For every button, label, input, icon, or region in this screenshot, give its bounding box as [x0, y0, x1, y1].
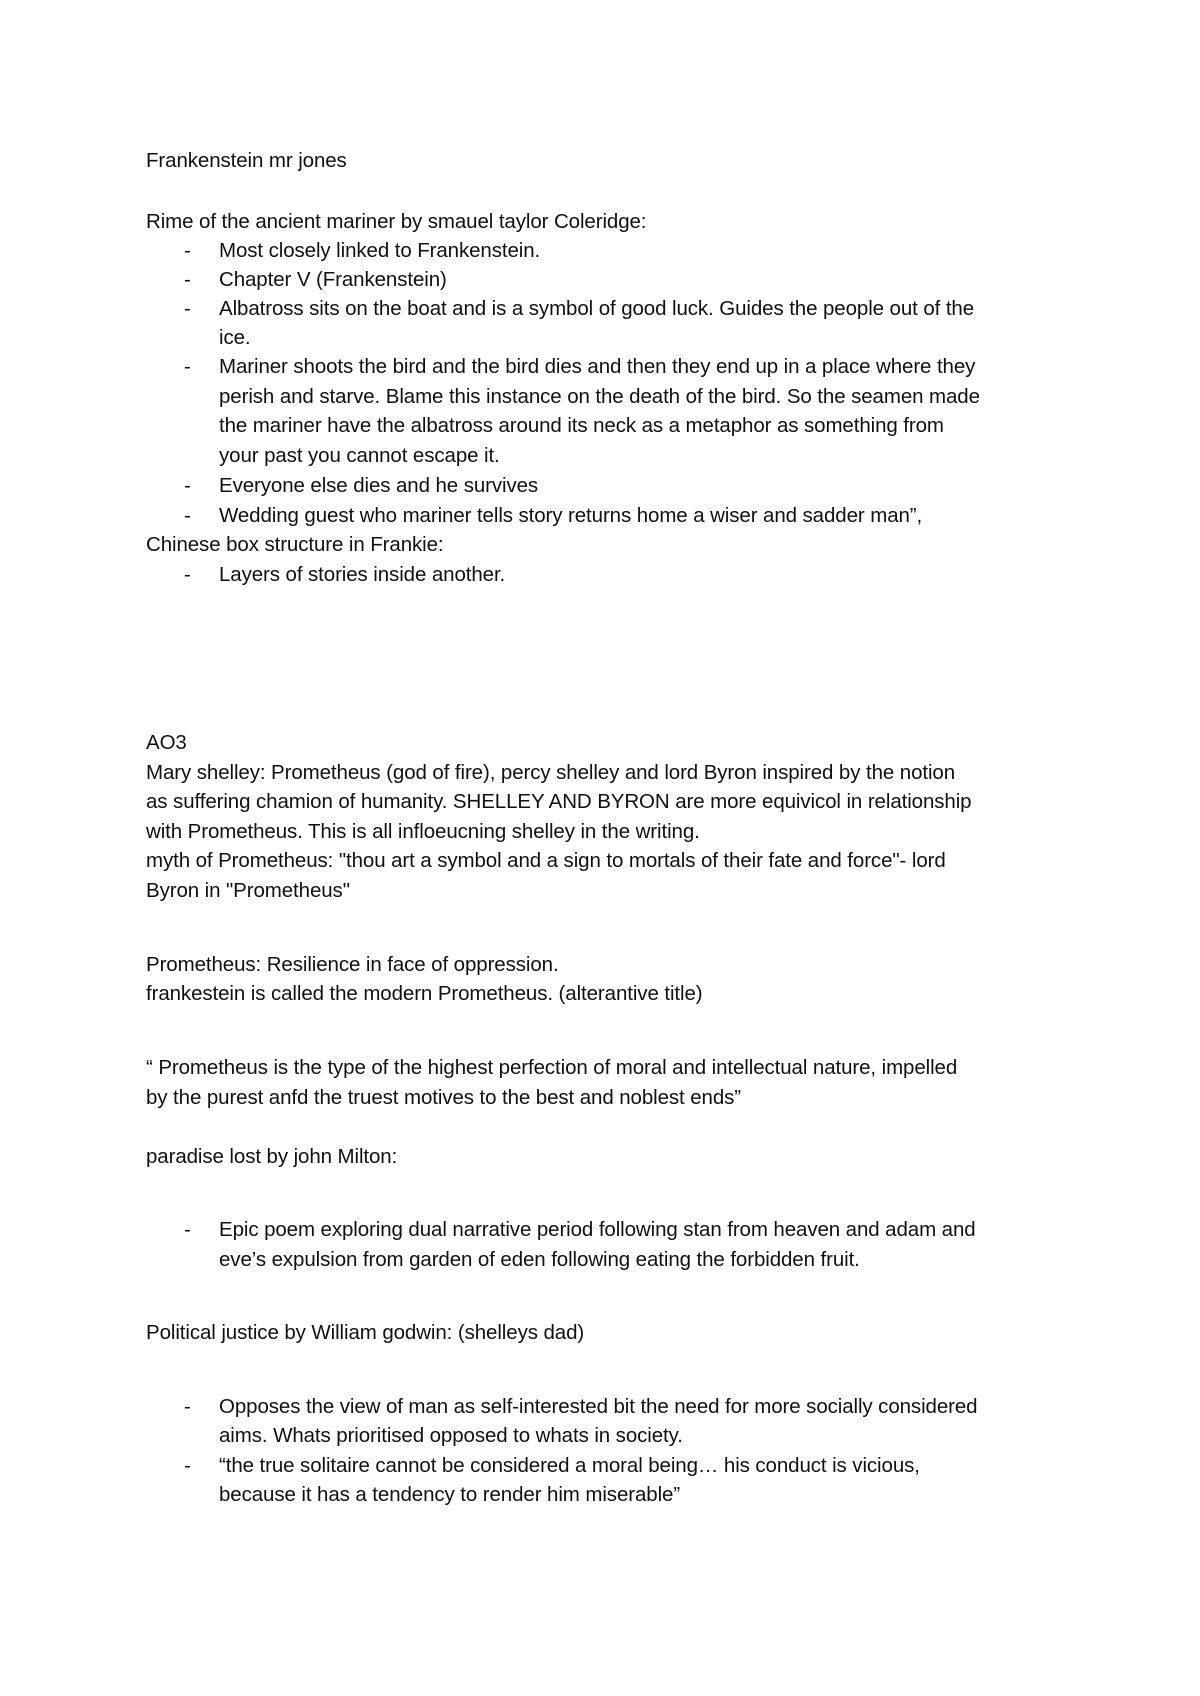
- chinese-box-bullet-1: Layers of stories inside another.: [219, 563, 506, 586]
- ao3-para-1-line-2: as suffering chamion of humanity. SHELLEY AND BYRON are more equivicol in relationship: [146, 790, 972, 813]
- bullet-marker: -: [184, 1454, 191, 1477]
- political-bullet-1-line-2: aims. Whats prioritised opposed to whats in society.: [219, 1424, 683, 1447]
- rime-bullet-3-line-1: Albatross sits on the boat and is a symbol of good luck. Guides the people out of the: [219, 297, 975, 320]
- bullet-marker: -: [184, 268, 191, 291]
- rime-bullet-4-line-2: perish and starve. Blame this instance on the death of the bird. So the seamen made: [219, 385, 980, 408]
- ao3-heading: AO3: [146, 731, 187, 754]
- ao3-para-1-line-3: with Prometheus. This is all infloeucning shelley in the writing.: [146, 820, 700, 843]
- bullet-marker: -: [184, 1218, 191, 1241]
- quote-line-2: by the purest anfd the truest motives to the best and noblest ends”: [146, 1086, 741, 1109]
- rime-bullet-4-line-3: the mariner have the albatross around its neck as a metaphor as something from: [219, 414, 944, 437]
- bullet-marker: -: [184, 239, 191, 262]
- quote-line-1: “ Prometheus is the type of the highest perfection of moral and intellectual nature, impelled: [146, 1056, 958, 1079]
- document-title: Frankenstein mr jones: [146, 149, 347, 172]
- chinese-box-heading: Chinese box structure in Frankie:: [146, 533, 444, 556]
- rime-bullet-4-line-1: Mariner shoots the bird and the bird dies and then they end up in a place where they: [219, 355, 976, 378]
- political-bullet-1-line-1: Opposes the view of man as self-interested bit the need for more socially considered: [219, 1395, 978, 1418]
- political-bullet-2-line-2: because it has a tendency to render him miserable”: [219, 1483, 681, 1506]
- rime-heading: Rime of the ancient mariner by smauel taylor Coleridge:: [146, 210, 647, 233]
- prometheus-line-2: frankestein is called the modern Prometheus. (alterantive title): [146, 982, 703, 1005]
- political-heading: Political justice by William godwin: (shelleys dad): [146, 1321, 585, 1344]
- rime-bullet-2: Chapter V (Frankenstein): [219, 268, 447, 291]
- ao3-para-2-line-1: myth of Prometheus: "thou art a symbol and a sign to mortals of their fate and force"- lord: [146, 849, 946, 872]
- rime-bullet-1: Most closely linked to Frankenstein.: [219, 239, 541, 262]
- paradise-bullet-1-line-2: eve’s expulsion from garden of eden following eating the forbidden fruit.: [219, 1248, 860, 1271]
- paradise-heading: paradise lost by john Milton:: [146, 1145, 398, 1168]
- bullet-marker: -: [184, 563, 191, 586]
- bullet-marker: -: [184, 297, 191, 320]
- bullet-marker: -: [184, 1395, 191, 1418]
- rime-bullet-3-line-2: ice.: [219, 326, 251, 349]
- rime-bullet-4-line-4: your past you cannot escape it.: [219, 444, 500, 467]
- bullet-marker: -: [184, 355, 191, 378]
- bullet-marker: -: [184, 474, 191, 497]
- ao3-para-1-line-1: Mary shelley: Prometheus (god of fire), percy shelley and lord Byron inspired by the notion: [146, 761, 956, 784]
- paradise-bullet-1-line-1: Epic poem exploring dual narrative period following stan from heaven and adam and: [219, 1218, 976, 1241]
- political-bullet-2-line-1: “the true solitaire cannot be considered a moral being… his conduct is vicious,: [219, 1454, 920, 1477]
- bullet-marker: -: [184, 504, 191, 527]
- rime-bullet-6: Wedding guest who mariner tells story returns home a wiser and sadder man”,: [219, 504, 923, 527]
- rime-bullet-5: Everyone else dies and he survives: [219, 474, 539, 497]
- prometheus-line-1: Prometheus: Resilience in face of oppression.: [146, 953, 559, 976]
- ao3-para-2-line-2: Byron in "Prometheus": [146, 879, 350, 902]
